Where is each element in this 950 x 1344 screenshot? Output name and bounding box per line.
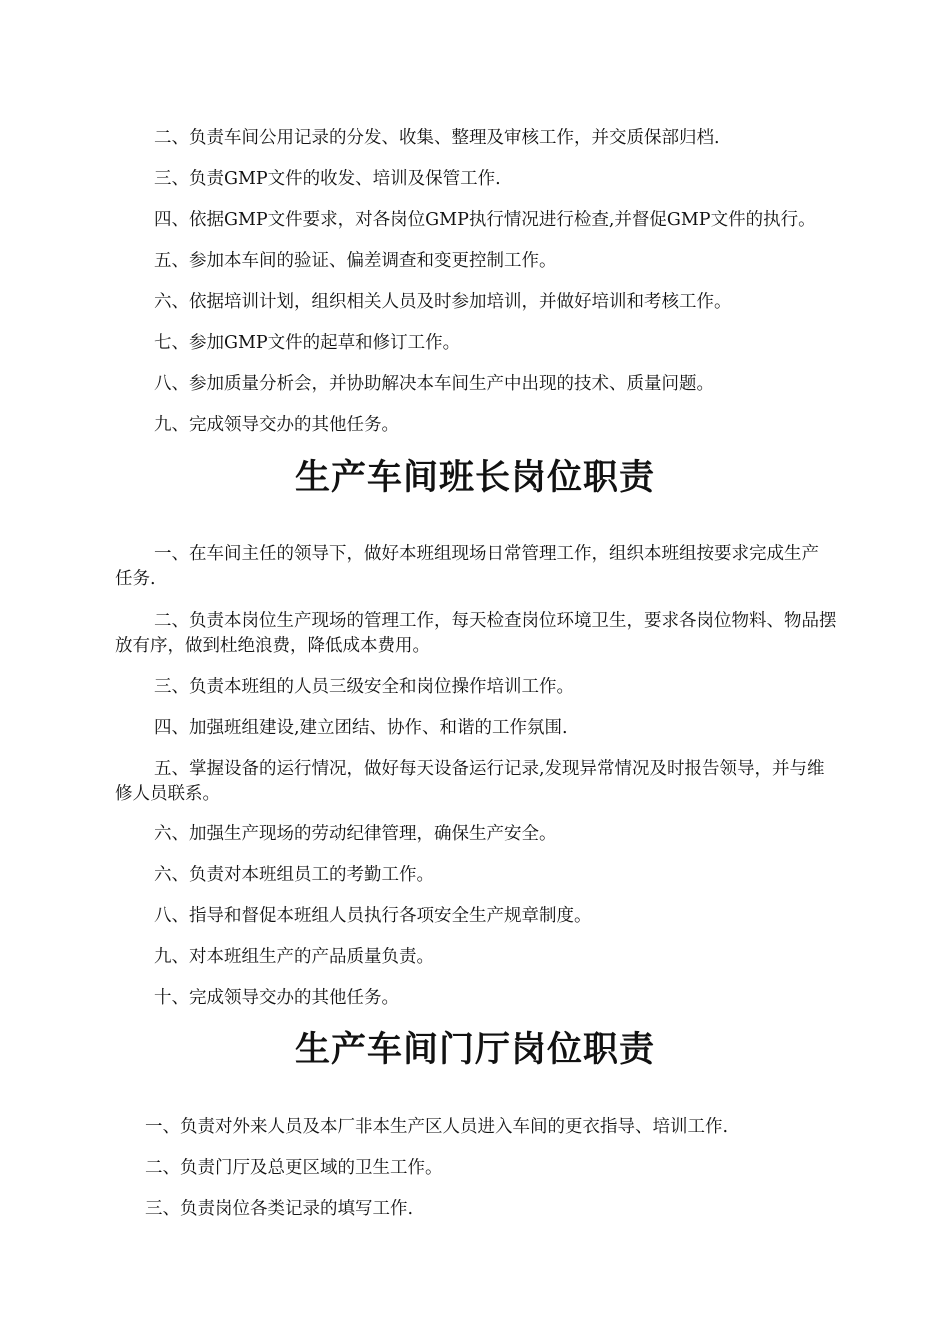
s1-item-4: 四、依据GMP文件要求，对各岗位GMP执行情况进行检查,并督促GMP文件的执行。: [154, 210, 816, 230]
section2-title: 生产车间班长岗位职责: [294, 458, 655, 498]
s1-item-7: 七、参加GMP文件的起草和修订工作。: [154, 333, 461, 353]
s2-item-7: 六、负责对本班组员工的考勤工作。: [154, 865, 434, 885]
s2-item-10: 十、完成领导交办的其他任务。: [154, 988, 399, 1008]
section3-title: 生产车间门厅岗位职责: [294, 1030, 655, 1070]
s2-item-6: 六、加强生产现场的劳动纪律管理，确保生产安全。: [154, 824, 557, 844]
s2-item-2: 二、负责本岗位生产现场的管理工作，每天检查岗位环境卫生，要求各岗位物料、物品摆放有序，做到杜绝浪费，降低成本费用。: [115, 611, 837, 656]
s2-item-4: 四、加强班组建设,建立团结、协作、和谐的工作氛围.: [154, 718, 568, 738]
s2-item-1: 一、在车间主任的领导下，做好本班组现场日常管理工作，组织本班组按要求完成生产任务.: [115, 544, 819, 589]
s2-item-3: 三、负责本班组的人员三级安全和岗位操作培训工作。: [154, 677, 574, 697]
s1-item-9: 九、完成领导交办的其他任务。: [154, 415, 399, 435]
s3-item-3: 三、负责岗位各类记录的填写工作.: [145, 1199, 414, 1219]
s3-item-2: 二、负责门厅及总更区域的卫生工作。: [145, 1158, 443, 1178]
s1-item-3: 三、负责GMP文件的收发、培训及保管工作.: [154, 169, 501, 189]
s3-item-1: 一、负责对外来人员及本厂非本生产区人员进入车间的更衣指导、培训工作.: [145, 1117, 729, 1137]
s1-item-2: 二、负责车间公用记录的分发、收集、整理及审核工作，并交质保部归档.: [154, 128, 720, 148]
s1-item-8: 八、参加质量分析会，并协助解决本车间生产中出现的技术、质量问题。: [154, 374, 714, 394]
s2-item-5: 五、掌握设备的运行情况，做好每天设备运行记录,发现异常情况及时报告领导，并与维修人员联系。: [115, 759, 825, 804]
s1-item-6: 六、依据培训计划，组织相关人员及时参加培训，并做好培训和考核工作。: [154, 292, 732, 312]
s2-item-8: 八、指导和督促本班组人员执行各项安全生产规章制度。: [154, 906, 592, 926]
s1-item-5: 五、参加本车间的验证、偏差调查和变更控制工作。: [154, 251, 557, 271]
s2-item-9: 九、对本班组生产的产品质量负责。: [154, 947, 434, 967]
